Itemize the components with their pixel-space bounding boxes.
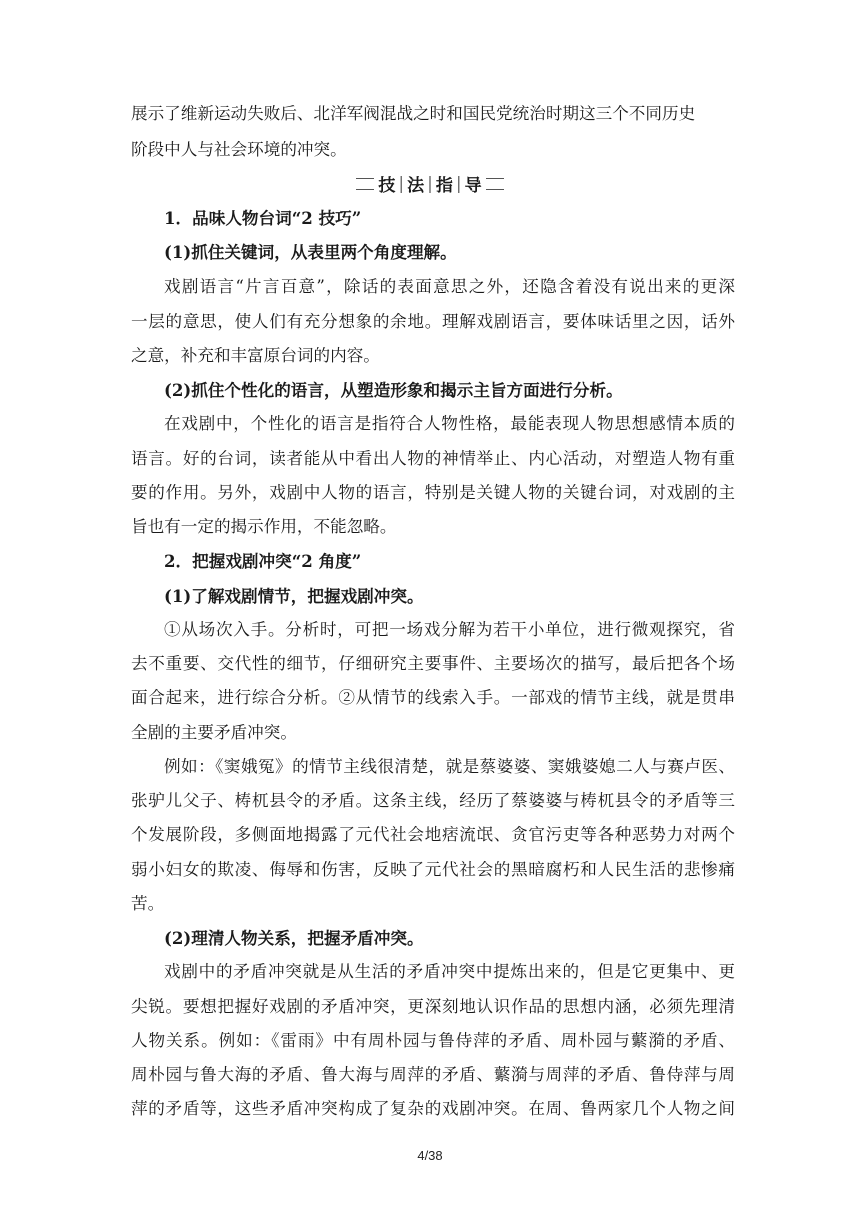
paragraph-line: 在戏剧中，个性化的语言是指符合人物性格，最能表现人物思想感情本质的 [164,414,735,433]
section-1-subheading-1: (1)抓住关键词，从表里两个角度理解。 [164,242,457,262]
paragraph-line: 之意，补充和丰富原台词的内容。 [131,346,380,365]
section-banner-technique-guide: 技 | 法 | 指 | 导 [0,171,860,196]
paragraph-line: 周朴园与鲁大海的矛盾、鲁大海与周萍的矛盾、蘩漪与周萍的矛盾、鲁侍萍与周 [131,1065,735,1084]
paragraph-line: 面合起来，进行综合分析。②从情节的线索入手。一部戏的情节主线，就是贯串 [131,688,735,707]
paragraph-line: 尖锐。要想把握好戏剧的矛盾冲突，更深刻地认识作品的思想内涵，必须先理清 [131,997,735,1016]
section-1-title: 1．品味人物台词“2 技巧” [164,208,362,228]
paragraph-line: 弱小妇女的欺凌、侮辱和伤害，反映了元代社会的黑暗腐朽和人民生活的悲惨痛 [131,860,735,879]
section-2-title: 2．把握戏剧冲突“2 角度” [164,551,362,571]
banner-right-bars [486,178,504,190]
paragraph-line: 语言。好的台词，读者能从中看出人物的神情举止、内心活动，对塑造人物有重 [131,449,735,468]
paragraph-line: 去不重要、交代性的细节，仔细研究主要事件、主要场次的描写，最后把各个场 [131,654,735,673]
banner-char: 法 [407,176,425,196]
banner-char: 技 [378,176,396,196]
intro-line-2: 阶段中人与社会环境的冲突。 [131,140,347,159]
paragraph-line: 个发展阶段，多侧面地揭露了元代社会地痞流氓、贪官污吏等各种恶势力对两个 [131,825,735,844]
intro-line-1: 展示了维新运动失败后、北洋军阀混战之时和国民党统治时期这三个不同历史 [131,104,696,123]
paragraph-line: 人物关系。例如：《雷雨》中有周朴园与鲁侍萍的矛盾、周朴园与蘩漪的矛盾、 [131,1031,735,1050]
paragraph-line: 苦。 [131,894,165,913]
paragraph-line: 例如：《窦娥冤》的情节主线很清楚，就是蔡婆婆、窦娥婆媳二人与赛卢医、 [164,757,735,776]
page-number: 4/38 [417,1148,443,1163]
section-1-subheading-2: (2)抓住个性化的语言，从塑造形象和揭示主旨方面进行分析。 [164,380,623,400]
section-2-subheading-2: (2)理清人物关系，把握矛盾冲突。 [164,928,424,948]
paragraph-line: 萍的矛盾等，这些矛盾冲突构成了复杂的戏剧冲突。在周、鲁两家几个人物之间 [131,1099,735,1118]
section-2-subheading-1: (1)了解戏剧情节，把握戏剧冲突。 [164,586,424,606]
paragraph-line: 旨也有一定的揭示作用，不能忽略。 [131,517,397,536]
paragraph-line: 一层的意思，使人们有充分想象的余地。理解戏剧语言，要体味话里之因，话外 [131,312,735,331]
paragraph-line: 戏剧语言“片言百意”，除话的表面意思之外，还隐含着没有说出来的更深 [164,277,735,296]
paragraph-line: ①从场次入手。分析时，可把一场戏分解为若干小单位，进行微观探究，省 [164,620,735,639]
banner-left-bars [356,178,374,190]
banner-char: 指 [435,176,453,196]
paragraph-line: 要的作用。另外，戏剧中人物的语言，特别是关键人物的关键台词，对戏剧的主 [131,483,735,502]
paragraph-line: 张驴儿父子、梼杌县令的矛盾。这条主线，经历了蔡婆婆与梼杌县令的矛盾等三 [131,791,735,810]
banner-char: 导 [464,176,482,196]
paragraph-line: 戏剧中的矛盾冲突就是从生活的矛盾冲突中提炼出来的，但是它更集中、更 [164,962,735,981]
paragraph-line: 全剧的主要矛盾冲突。 [131,723,297,742]
